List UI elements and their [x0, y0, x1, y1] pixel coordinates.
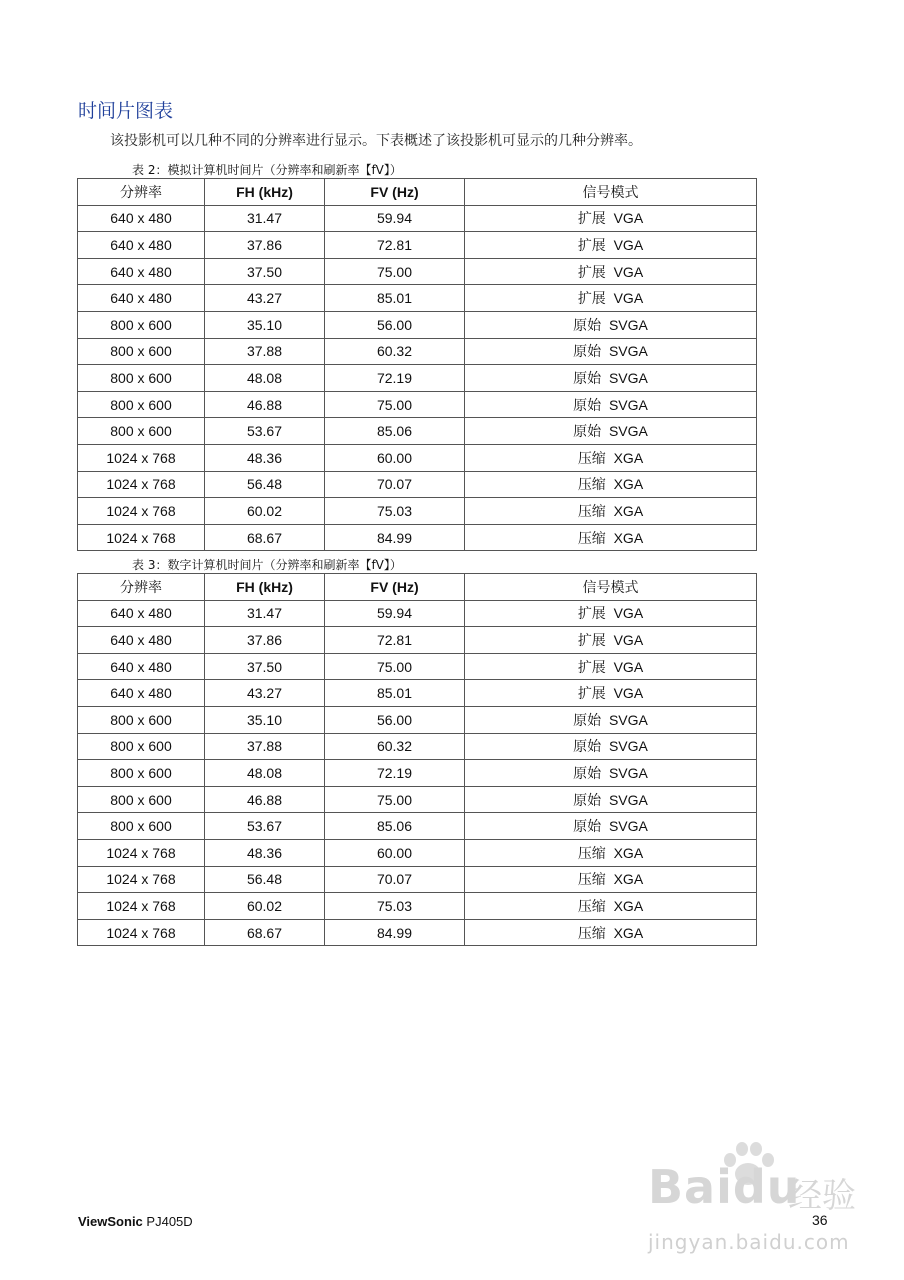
signal-mode-standard: SVGA	[608, 423, 648, 440]
cell-fh: 31.47	[205, 205, 325, 232]
table-row	[78, 471, 757, 498]
cell-resolution: 800 x 600	[78, 418, 205, 445]
cell-resolution: 800 x 600	[78, 311, 205, 338]
cell-fv: 70.07	[325, 471, 465, 498]
cell-fv: 75.00	[325, 653, 465, 680]
cell-fh: 37.88	[205, 733, 325, 760]
watermark-url: jingyan.baidu.com	[648, 1230, 850, 1254]
cell-fv: 84.99	[325, 524, 465, 551]
cell-fv: 60.00	[325, 444, 465, 471]
model-name: PJ405D	[146, 1214, 193, 1229]
cell-fh: 37.88	[205, 338, 325, 365]
cell-signal-mode	[465, 391, 757, 418]
signal-mode-type: 压缩	[577, 898, 606, 915]
signal-mode-type: 压缩	[577, 872, 606, 889]
cell-fh: 60.02	[205, 893, 325, 920]
cell-fh: 46.88	[205, 786, 325, 813]
cell-resolution: 640 x 480	[78, 653, 205, 680]
signal-mode-standard: XGA	[613, 476, 644, 493]
cell-resolution: 640 x 480	[78, 600, 205, 627]
cell-fh: 68.67	[205, 919, 325, 946]
cell-signal-mode	[465, 311, 757, 338]
signal-mode-standard: VGA	[613, 605, 644, 622]
cell-fv: 75.03	[325, 893, 465, 920]
table-row	[78, 893, 757, 920]
signal-mode-type: 扩展	[577, 264, 606, 281]
table-row	[78, 600, 757, 627]
header-resolution: 分辨率	[78, 574, 205, 601]
cell-fv: 85.06	[325, 418, 465, 445]
signal-mode-standard: VGA	[613, 290, 644, 307]
cell-resolution: 1024 x 768	[78, 444, 205, 471]
cell-resolution: 800 x 600	[78, 733, 205, 760]
table-row	[78, 205, 757, 232]
signal-mode-standard: VGA	[613, 263, 644, 280]
cell-signal-mode	[465, 498, 757, 525]
brand-name: ViewSonic	[78, 1214, 143, 1229]
signal-mode-standard: VGA	[613, 210, 644, 227]
cell-signal-mode	[465, 600, 757, 627]
cell-fv: 59.94	[325, 600, 465, 627]
cell-fv: 56.00	[325, 311, 465, 338]
cell-signal-mode	[465, 444, 757, 471]
cell-resolution: 800 x 600	[78, 338, 205, 365]
cell-fh: 37.50	[205, 653, 325, 680]
table-row	[78, 338, 757, 365]
cell-resolution: 640 x 480	[78, 285, 205, 312]
cell-fv: 75.00	[325, 391, 465, 418]
cell-fh: 31.47	[205, 600, 325, 627]
cell-fh: 37.86	[205, 232, 325, 259]
cell-signal-mode	[465, 653, 757, 680]
cell-fh: 48.36	[205, 839, 325, 866]
signal-mode-standard: XGA	[613, 502, 644, 519]
intro-paragraph: 该投影机可以几种不同的分辨率进行显示。下表概述了该投影机可显示的几种分辨率。	[110, 133, 642, 149]
table-row	[78, 653, 757, 680]
page-number: 36	[812, 1212, 828, 1228]
cell-resolution: 1024 x 768	[78, 839, 205, 866]
signal-mode-type: 压缩	[577, 477, 606, 494]
cell-fh: 43.27	[205, 680, 325, 707]
signal-mode-type: 压缩	[577, 845, 606, 862]
cell-resolution: 800 x 600	[78, 706, 205, 733]
table-header-row	[78, 179, 757, 206]
signal-mode-type: 原始	[573, 370, 602, 387]
cell-fh: 48.08	[205, 760, 325, 787]
cell-fh: 68.67	[205, 524, 325, 551]
cell-resolution: 800 x 600	[78, 391, 205, 418]
cell-fh: 43.27	[205, 285, 325, 312]
table-row	[78, 232, 757, 259]
table-row	[78, 627, 757, 654]
cell-signal-mode	[465, 866, 757, 893]
cell-signal-mode	[465, 893, 757, 920]
table-row	[78, 813, 757, 840]
cell-signal-mode	[465, 733, 757, 760]
cell-fh: 48.08	[205, 365, 325, 392]
cell-resolution: 800 x 600	[78, 365, 205, 392]
cell-fh: 46.88	[205, 391, 325, 418]
signal-mode-type: 扩展	[577, 291, 606, 308]
timing-table-digital	[77, 573, 757, 946]
header-signal-mode: 信号模式	[465, 574, 757, 601]
table-row	[78, 706, 757, 733]
signal-mode-type: 原始	[573, 765, 602, 782]
cell-fv: 72.19	[325, 365, 465, 392]
table-row	[78, 760, 757, 787]
cell-fv: 75.00	[325, 786, 465, 813]
table-row	[78, 285, 757, 312]
cell-fh: 37.50	[205, 258, 325, 285]
cell-signal-mode	[465, 706, 757, 733]
signal-mode-standard: SVGA	[608, 738, 648, 755]
signal-mode-standard: SVGA	[608, 396, 648, 413]
cell-fv: 85.01	[325, 285, 465, 312]
header-fh: FH (kHz)	[205, 574, 325, 601]
page-title: 时间片图表	[78, 100, 174, 122]
signal-mode-standard: SVGA	[608, 711, 648, 728]
table-caption-analog: 表 2：模拟计算机时间片（分辨率和刷新率【fV】）	[132, 163, 402, 177]
cell-signal-mode	[465, 919, 757, 946]
cell-fv: 60.32	[325, 338, 465, 365]
signal-mode-standard: SVGA	[608, 343, 648, 360]
signal-mode-type: 压缩	[577, 503, 606, 520]
signal-mode-type: 扩展	[577, 211, 606, 228]
cell-fh: 53.67	[205, 418, 325, 445]
cell-fh: 56.48	[205, 866, 325, 893]
header-resolution: 分辨率	[78, 179, 205, 206]
table-row	[78, 498, 757, 525]
signal-mode-standard: XGA	[613, 529, 644, 546]
cell-signal-mode	[465, 627, 757, 654]
signal-mode-standard: SVGA	[608, 316, 648, 333]
signal-mode-type: 压缩	[577, 450, 606, 467]
watermark-logo: Baidu	[648, 1160, 801, 1214]
cell-signal-mode	[465, 760, 757, 787]
signal-mode-type: 原始	[573, 712, 602, 729]
signal-mode-standard: VGA	[613, 685, 644, 702]
signal-mode-type: 原始	[573, 739, 602, 756]
cell-signal-mode	[465, 471, 757, 498]
signal-mode-type: 压缩	[577, 925, 606, 942]
signal-mode-type: 扩展	[577, 659, 606, 676]
signal-mode-standard: SVGA	[608, 764, 648, 781]
cell-resolution: 800 x 600	[78, 760, 205, 787]
signal-mode-standard: SVGA	[608, 369, 648, 386]
cell-fh: 37.86	[205, 627, 325, 654]
cell-fh: 56.48	[205, 471, 325, 498]
table-row	[78, 524, 757, 551]
table-row	[78, 786, 757, 813]
cell-fh: 53.67	[205, 813, 325, 840]
cell-fv: 70.07	[325, 866, 465, 893]
cell-fh: 60.02	[205, 498, 325, 525]
cell-fv: 75.00	[325, 258, 465, 285]
cell-fv: 60.00	[325, 839, 465, 866]
signal-mode-standard: SVGA	[608, 818, 648, 835]
cell-fv: 56.00	[325, 706, 465, 733]
cell-resolution: 1024 x 768	[78, 471, 205, 498]
cell-resolution: 1024 x 768	[78, 498, 205, 525]
cell-resolution: 640 x 480	[78, 680, 205, 707]
cell-fh: 35.10	[205, 706, 325, 733]
signal-mode-standard: VGA	[613, 631, 644, 648]
signal-mode-type: 扩展	[577, 632, 606, 649]
signal-mode-type: 原始	[573, 344, 602, 361]
cell-resolution: 1024 x 768	[78, 919, 205, 946]
header-fv: FV (Hz)	[325, 179, 465, 206]
signal-mode-type: 扩展	[577, 606, 606, 623]
cell-signal-mode	[465, 680, 757, 707]
cell-fv: 72.81	[325, 627, 465, 654]
signal-mode-standard: VGA	[613, 658, 644, 675]
table-row	[78, 866, 757, 893]
table-caption-digital: 表 3：数字计算机时间片（分辨率和刷新率【fV】）	[132, 558, 402, 572]
cell-resolution: 640 x 480	[78, 232, 205, 259]
cell-resolution: 1024 x 768	[78, 893, 205, 920]
signal-mode-standard: XGA	[613, 924, 644, 941]
footer-brand	[78, 1214, 193, 1229]
cell-resolution: 640 x 480	[78, 258, 205, 285]
cell-fv: 85.06	[325, 813, 465, 840]
signal-mode-type: 原始	[573, 317, 602, 334]
signal-mode-standard: VGA	[613, 236, 644, 253]
cell-resolution: 800 x 600	[78, 786, 205, 813]
cell-fv: 72.81	[325, 232, 465, 259]
cell-fv: 72.19	[325, 760, 465, 787]
table-row	[78, 391, 757, 418]
baidu-watermark	[640, 1140, 880, 1260]
cell-signal-mode	[465, 418, 757, 445]
table-row	[78, 919, 757, 946]
cell-fv: 84.99	[325, 919, 465, 946]
cell-signal-mode	[465, 338, 757, 365]
cell-signal-mode	[465, 365, 757, 392]
table-row	[78, 258, 757, 285]
signal-mode-type: 原始	[573, 424, 602, 441]
header-signal-mode: 信号模式	[465, 179, 757, 206]
cell-resolution: 800 x 600	[78, 813, 205, 840]
header-fv: FV (Hz)	[325, 574, 465, 601]
cell-fv: 75.03	[325, 498, 465, 525]
cell-signal-mode	[465, 285, 757, 312]
signal-mode-type: 原始	[573, 819, 602, 836]
table-row	[78, 680, 757, 707]
cell-fv: 59.94	[325, 205, 465, 232]
cell-signal-mode	[465, 205, 757, 232]
signal-mode-standard: XGA	[613, 897, 644, 914]
cell-fh: 35.10	[205, 311, 325, 338]
cell-fh: 48.36	[205, 444, 325, 471]
table-row	[78, 418, 757, 445]
cell-signal-mode	[465, 232, 757, 259]
table-row	[78, 444, 757, 471]
table-header-row	[78, 574, 757, 601]
cell-signal-mode	[465, 524, 757, 551]
signal-mode-type: 原始	[573, 397, 602, 414]
signal-mode-standard: XGA	[613, 871, 644, 888]
signal-mode-type: 扩展	[577, 686, 606, 703]
table-row	[78, 365, 757, 392]
signal-mode-type: 原始	[573, 792, 602, 809]
table-row	[78, 733, 757, 760]
signal-mode-standard: XGA	[613, 449, 644, 466]
cell-signal-mode	[465, 258, 757, 285]
signal-mode-standard: XGA	[613, 844, 644, 861]
cell-resolution: 1024 x 768	[78, 866, 205, 893]
signal-mode-standard: SVGA	[608, 791, 648, 808]
signal-mode-type: 扩展	[577, 237, 606, 254]
table-row	[78, 311, 757, 338]
cell-resolution: 640 x 480	[78, 205, 205, 232]
cell-fv: 85.01	[325, 680, 465, 707]
cell-signal-mode	[465, 813, 757, 840]
timing-table-analog	[77, 178, 757, 551]
cell-fv: 60.32	[325, 733, 465, 760]
header-fh: FH (kHz)	[205, 179, 325, 206]
cell-signal-mode	[465, 786, 757, 813]
cell-resolution: 1024 x 768	[78, 524, 205, 551]
watermark-label: 经验	[788, 1176, 856, 1216]
cell-resolution: 640 x 480	[78, 627, 205, 654]
signal-mode-type: 压缩	[577, 530, 606, 547]
cell-signal-mode	[465, 839, 757, 866]
table-row	[78, 839, 757, 866]
